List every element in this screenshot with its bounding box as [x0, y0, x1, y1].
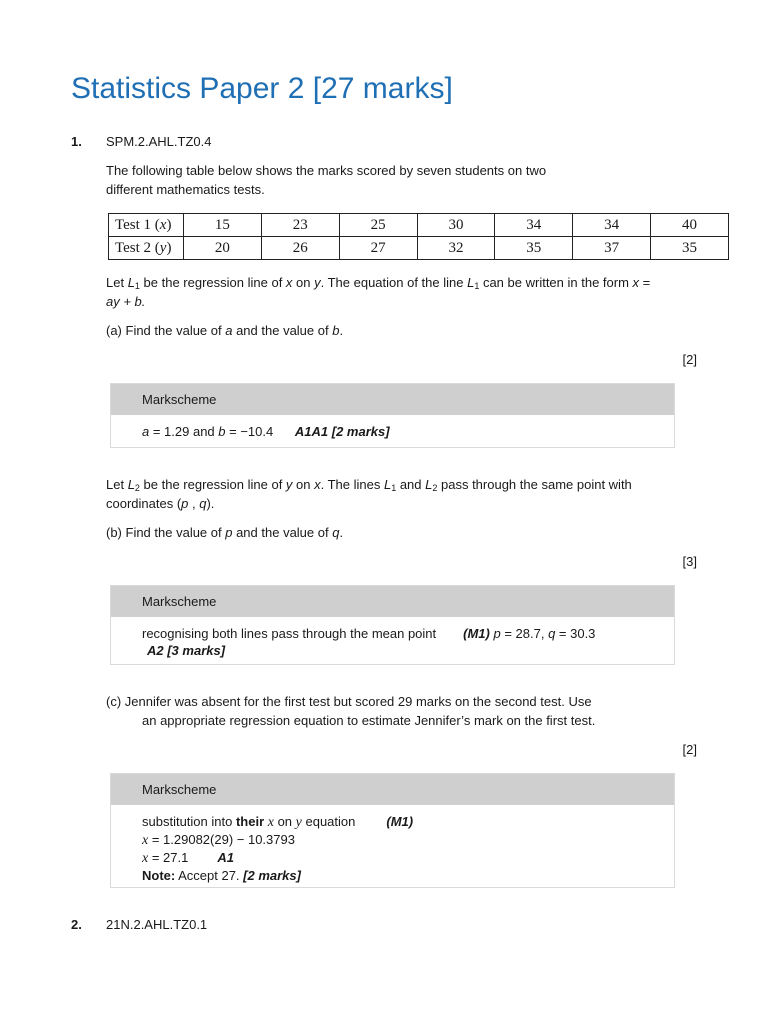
question-intro — [106, 161, 546, 199]
table-cell: 32 — [417, 237, 495, 260]
markscheme-header: Markscheme — [111, 586, 674, 617]
intro-line-2: different mathematics tests. — [106, 182, 265, 197]
page-title: Statistics Paper 2 [27 marks] — [71, 72, 453, 105]
table-cell: 35 — [495, 237, 573, 260]
marks-table — [108, 213, 729, 260]
table-row — [109, 214, 729, 237]
question-number: 1. — [71, 134, 82, 149]
markscheme-content: a = 1.29 and b = −10.4 A1A1 [2 marks] — [142, 424, 390, 439]
table-cell: 37 — [573, 237, 651, 260]
row-header: Test 2 (y) — [109, 237, 184, 260]
table-row — [109, 237, 729, 260]
markscheme-content: recognising both lines pass through the mean point (M1) p = 28.7, q = 30.3 A2 [3 marks] — [142, 626, 596, 658]
table-cell: 23 — [261, 214, 339, 237]
table-cell: 30 — [417, 214, 495, 237]
row-header: Test 1 (x) — [109, 214, 184, 237]
question-reference: 21N.2.AHL.TZ0.1 — [106, 917, 208, 932]
table-cell: 20 — [184, 237, 262, 260]
markscheme-a — [110, 383, 675, 448]
table-cell: 27 — [339, 237, 417, 260]
part-c-marks: [2] — [682, 742, 697, 757]
part-a-question: (a) Find the value of a and the value of b. — [106, 323, 344, 338]
part-a-marks: [2] — [682, 352, 697, 367]
l1-definition: Let $L_1$ be the regression line of x on y. The equation of the line $L_1$ can be written in the form x = ay + b. — [106, 275, 651, 309]
l2-definition: Let $L_2$ be the regression line of y on x. The lines $L_1$ and $L_2$ pass through the same point with coordinates (p , q). — [106, 477, 632, 511]
table-cell: 40 — [651, 214, 729, 237]
table-cell: 35 — [651, 237, 729, 260]
markscheme-c — [110, 773, 675, 888]
table-cell: 15 — [184, 214, 262, 237]
markscheme-content: substitution into their x on y equation (M1) x = 1.29082(29) − 10.3793 x = 27.1 A1 Note: Accept 27. [2 marks] — [142, 814, 414, 883]
table-cell: 34 — [573, 214, 651, 237]
part-b-question: (b) Find the value of p and the value of q. — [106, 525, 344, 540]
markscheme-b — [110, 585, 675, 665]
intro-line-1: The following table below shows the marks scored by seven students on two — [106, 163, 547, 178]
table-cell: 34 — [495, 214, 573, 237]
table-cell: 26 — [261, 237, 339, 260]
question-reference: SPM.2.AHL.TZ0.4 — [106, 134, 212, 149]
markscheme-header: Markscheme — [111, 384, 674, 415]
table-cell: 25 — [339, 214, 417, 237]
markscheme-header: Markscheme — [111, 774, 674, 805]
part-b-marks: [3] — [682, 554, 697, 569]
question-number: 2. — [71, 917, 82, 932]
part-c-question: (c) Jennifer was absent for the first test but scored 29 marks on the second test. Use an appropriate regression equation to estimate Jennifer’s mark on the first test. — [106, 694, 596, 728]
